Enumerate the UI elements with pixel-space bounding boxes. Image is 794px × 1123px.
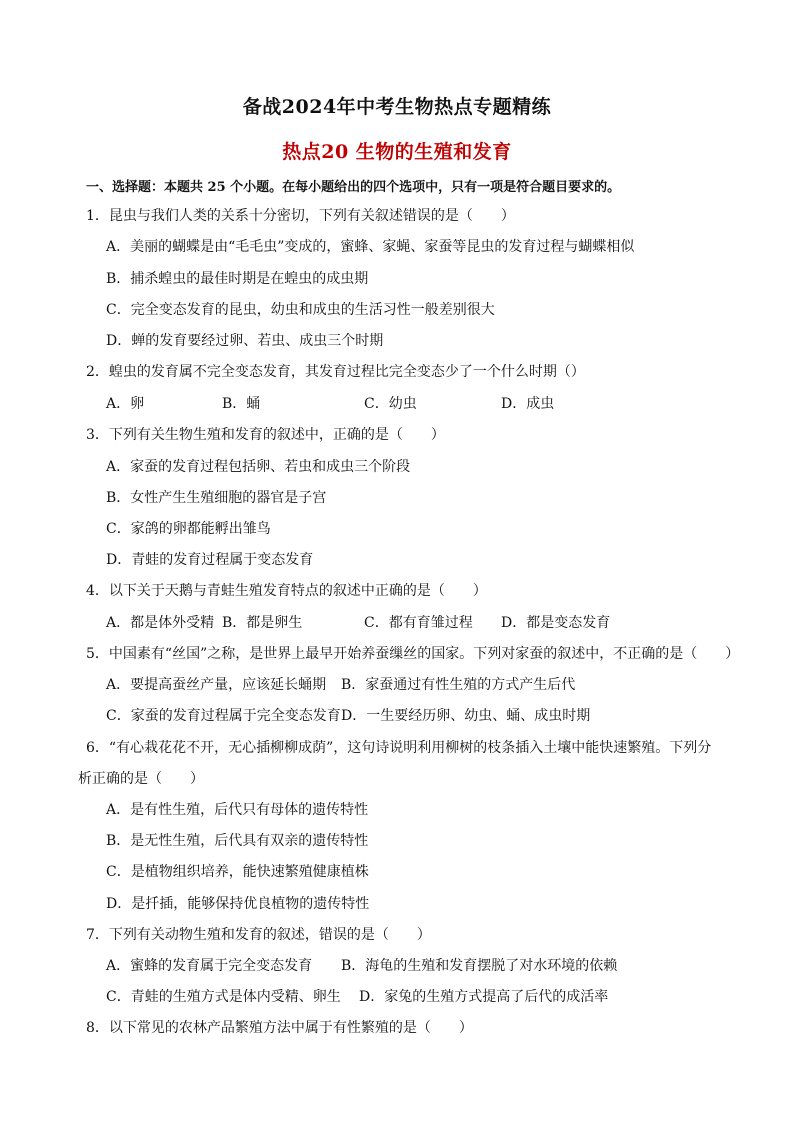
question-1-option-b: B．捕杀蝗虫的最佳时期是在蝗虫的成虫期 — [106, 271, 369, 287]
question-7-option-c: C．青蛙的生殖方式是体内受精、卵生 — [106, 989, 341, 1005]
question-2-option-b: B．蛹 — [222, 396, 261, 412]
page-subtitle: 热点20 生物的生殖和发育 — [282, 141, 512, 163]
section-heading: 一、选择题：本题共 25 个小题。在每小题给出的四个选项中，只有一项是符合题目要求的。 — [86, 180, 621, 195]
question-6-option-c: C．是植物组织培养，能快速繁殖健康植株 — [106, 864, 369, 880]
question-4-option-d: D．都是变态发育 — [501, 615, 611, 631]
question-4-option-b: B．都是卵生 — [222, 615, 303, 631]
question-7-option-a: A．蜜蜂的发育属于完全变态发育 — [106, 958, 313, 974]
question-4-option-a: A．都是体外受精 — [106, 615, 215, 631]
question-1-option-d: D．蝉的发育要经过卵、若虫、成虫三个时期 — [106, 333, 384, 349]
question-5-option-c: C．家蚕的发育过程属于完全变态发育 — [106, 708, 341, 724]
question-3-option-c: C．家鸽的卵都能孵出雏鸟 — [106, 521, 271, 537]
question-3-option-a: A．家蚕的发育过程包括卵、若虫和成虫三个阶段 — [106, 459, 411, 475]
question-6-option-a: A．是有性生殖，后代只有母体的遗传特性 — [106, 802, 369, 818]
question-6-stem: 6．“有心栽花花不开，无心插柳柳成荫”，这句诗说明利用柳树的枝条插入土壤中能快速繁殖。下列分 — [86, 740, 712, 756]
question-1-option-c: C．完全变态发育的昆虫，幼虫和成虫的生活习性一般差别很大 — [106, 302, 495, 318]
question-1-option-a: A．美丽的蝴蝶是由“毛毛虫”变成的，蜜蜂、家蝇、家蚕等昆虫的发育过程与蝴蝶相似 — [106, 239, 635, 255]
question-2-stem: 2．蝗虫的发育属不完全变态发育，其发育过程比完全变态少了一个什么时期（） — [86, 364, 585, 380]
question-1-stem: 1．昆虫与我们人类的关系十分密切，下列有关叙述错误的是（ ） — [86, 208, 515, 224]
question-5-option-b: B．家蚕通过有性生殖的方式产生后代 — [341, 677, 576, 693]
question-3-option-d: D．青蛙的发育过程属于变态发育 — [106, 552, 314, 568]
question-8-stem: 8．以下常见的农林产品繁殖方法中属于有性繁殖的是（ ） — [86, 1020, 473, 1036]
page-title: 备战2024年中考生物热点专题精练 — [242, 96, 552, 118]
question-3-stem: 3．下列有关生物生殖和发育的叙述中，正确的是（ ） — [86, 427, 445, 443]
question-6-option-b: B．是无性生殖，后代具有双亲的遗传特性 — [106, 833, 369, 849]
question-5-option-d: D．一生要经历卵、幼虫、蛹、成虫时期 — [341, 708, 591, 724]
question-6-option-d: D．是扦插，能够保持优良植物的遗传特性 — [106, 896, 370, 912]
question-7-option-b: B．海龟的生殖和发育摆脱了对水环境的依赖 — [341, 958, 618, 974]
question-2-option-c: C．幼虫 — [364, 396, 417, 412]
question-5-option-a: A．要提高蚕丝产量，应该延长蛹期 — [106, 677, 327, 693]
question-7-option-d: D．家兔的生殖方式提高了后代的成活率 — [359, 989, 609, 1005]
question-2-option-a: A．卵 — [106, 396, 145, 412]
question-4-stem: 4．以下关于天鹅与青蛙生殖发育特点的叙述中正确的是（ ） — [86, 583, 487, 599]
question-4-option-c: C．都有育雏过程 — [364, 615, 473, 631]
question-6-stem-cont: 析正确的是（ ） — [78, 771, 204, 787]
question-5-stem: 5．中国素有“丝国”之称，是世界上最早开始养蚕缫丝的国家。下列对家蚕的叙述中，不正确的是（ ） — [86, 646, 740, 662]
question-2-option-d: D．成虫 — [501, 396, 555, 412]
question-7-stem: 7．下列有关动物生殖和发育的叙述，错误的是（ ） — [86, 927, 431, 943]
question-3-option-b: B．女性产生生殖细胞的器官是子宫 — [106, 490, 327, 506]
